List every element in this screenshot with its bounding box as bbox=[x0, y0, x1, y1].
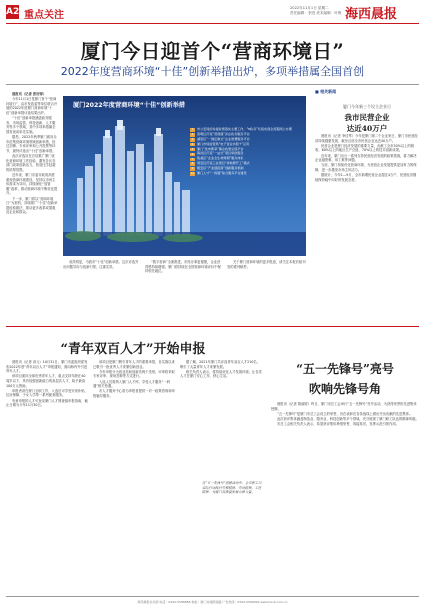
paragraph: 相关负责人表示，将持续优化人才发展环境，让各类人才在厦门安心工作、舒心生活。 bbox=[180, 369, 262, 379]
paragraph: 市人才服务中心将为申报者提供一对一政策咨询和申报辅导服务。 bbox=[93, 389, 175, 398]
bottom-right-article bbox=[271, 402, 419, 592]
paragraph: 该项目是厦门吸引青年人才的重要举措，自实施以来已吸引一批优秀人才来厦创新创业。 bbox=[93, 360, 175, 369]
paragraph: 晨报讯（记者 陈丽婷）昨日，厦门市总工会举行“五一先锋号”亮号活动，为获得荣誉的先进集体授牌。 bbox=[271, 402, 417, 411]
paragraph: 该项目面向全球优秀青年人才，重点支持年龄在40周岁以下、具有较强创新能力的高层次人才，给予最高100万元资助。 bbox=[6, 374, 86, 388]
headline-rule bbox=[6, 84, 419, 85]
bottom-right-headline-1: “五一先锋号”亮号 bbox=[296, 362, 394, 376]
paragraph: 今年11月1日是厦门首个“营商环境日”，由市发改委等单位联合开展的2022年度厦门营商环境“十佳”创新举措评选结果出炉。 bbox=[6, 97, 58, 115]
article-column-3 bbox=[145, 260, 223, 320]
paragraph: 晨报讯（记者 李佳琴）今年是厦门第二个企业家日，厦门市民营经济持续健康发展，截至目前全市民营企业达近40万户。 bbox=[315, 134, 418, 143]
main-headline: 厦门今日迎首个“营商环境日” bbox=[80, 40, 345, 63]
list-item: 5 厦门“免申即享”惠企政策兑现平台 bbox=[191, 146, 244, 151]
page-footer: 海西晨报社出版 电话：0592-5588888 地址：厦门市湖滨南路 广告热线：0592-5589999 www.hxcb.com.cn bbox=[137, 600, 288, 604]
measures-list bbox=[190, 128, 303, 177]
sidebar-kicker: 厦门今年新三个设立企业日 bbox=[343, 104, 391, 109]
paragraph: 当前，厦门持续优化营商环境，为民营企业发展提供更加有力的保障，进一步激发市场主体活力。 bbox=[315, 163, 417, 172]
list-item: 6 海沧区打造“一站式”项目审批服务 bbox=[191, 151, 244, 156]
newspaper-logo: 海西晨报 bbox=[345, 7, 398, 22]
page-number: A2 bbox=[6, 7, 20, 17]
paragraph: 下一步，厦门将以“营商环境日”为契机，持续推广“十佳”创新举措经验做法，推动更多改革成果惠及企业和群众。 bbox=[6, 196, 58, 215]
paragraph: 成效明显，为我市“十佳”创新举措。这次评选突出问题导向与创新引领，注重实效。 bbox=[63, 260, 139, 269]
paragraph: 晨报讯（记者 高元）10月31日，厦门市委组织部发布2022年度“青年双百人才”申报通知，面向海内外引进青年人才。 bbox=[6, 360, 88, 374]
list-item: 2 思明区打造“营商通”涉企政务服务平台 bbox=[191, 131, 250, 137]
article-column-1 bbox=[6, 92, 58, 320]
date-line bbox=[290, 6, 341, 15]
paragraph: 关于厦门营商环境的更多报道，请关注本报后续刊发的系列稿件。 bbox=[227, 260, 306, 269]
paragraph: “十佳”创新举措涵盖政务服务、市场监管、科技创新、人才服务等多个领域，其中多项举措属全国首创或率先实施。 bbox=[6, 116, 56, 134]
pull-quote: 在“五一先锋号”创建活动中，全市职工以实际行动践行劳模精神、劳动精神、工匠精神，为厦门高质量发展贡献力量。 bbox=[202, 481, 262, 495]
list-item: 10 厦门人才“一码通”综合服务平台建设 bbox=[190, 171, 247, 176]
bottom-left-headline: “青年双百人才”开始申报 bbox=[60, 342, 206, 357]
paragraph: “数字营商”全面推进，市民办事更便捷，企业获得感持续增强。厦门将持续在全国营商环境评价中保持领先地位。 bbox=[145, 260, 221, 274]
paragraph: 近年来，厦门出台一系列支持民营经济发展的政策措施，着力解决企业融资难、用工难等问题。 bbox=[315, 153, 417, 163]
byline: 晨报讯（记者 张好婷） bbox=[12, 92, 47, 96]
paragraph: 此次评选旨在总结推广厦门优化营商环境工作经验，激发各区各部门改革创新活力，营造比学赶超的浓厚氛围。 bbox=[6, 154, 56, 172]
list-item: 3 湖里区“一键定制式”企业智慧服务平台 bbox=[191, 136, 250, 141]
header-rule bbox=[6, 23, 419, 24]
paragraph: 市总工会相关负责人表示，希望获评集体珍惜荣誉、再接再厉，发挥示范引领作用。 bbox=[277, 422, 399, 427]
sidebar-title-line-2: 达近40万户 bbox=[346, 124, 388, 133]
list-item: 7 集美区“企业全生命周期”服务体系 bbox=[191, 156, 244, 161]
related-news-tag: ■ 相关新闻 bbox=[315, 89, 337, 94]
list-item: 4 厦门市场监管局“电子营业执照+”应用 bbox=[191, 141, 250, 146]
paragraph: “五一先锋号”是厦门市总工会设立的荣誉，旨在表彰在各条战线上做出突出贡献的先进集体。 bbox=[277, 411, 413, 416]
paragraph: 有意申报的人才可登录厦门人才网查阅申报指南，截止日期为今年11月30日。 bbox=[6, 398, 88, 408]
bottom-left-column-1 bbox=[6, 360, 88, 590]
paragraph: 据悉，2022年秋季厦门面向全市征集营商环境领域创新举措，经过初筛、专家评审和公开投票等环节，最终评选出“十佳”创新举措。 bbox=[6, 135, 57, 153]
sidebar-headline bbox=[315, 104, 419, 134]
paragraph: 民营企业是厦门经济发展的重要力量，贡献了全市50%以上的税收、60%以上的地区生产总值、70%以上的技术创新成果。 bbox=[315, 143, 415, 153]
editor-text: 责任编辑：李进 美术编辑：叶维 bbox=[290, 10, 342, 15]
sidebar-title-line-1: 我市民营企业 bbox=[344, 113, 390, 122]
sidebar-article bbox=[315, 134, 419, 320]
date-text: 2022年11月1日 星期二 bbox=[290, 6, 329, 10]
bottom-left-column-2 bbox=[93, 360, 175, 590]
paragraph: 今年申报分为创业类和创新类两个类别，评审将采取专家评审、现场答辩等方式进行。 bbox=[93, 369, 175, 379]
paragraph: 据了解，2021年厦门共评选青年双百人才210名，吸引了大量青年人才来厦发展。 bbox=[180, 360, 261, 369]
paragraph: 据统计，今年1—9月，全市新增民营企业超过4万户，民营经济继续保持稳中向好的发展态势。 bbox=[315, 173, 417, 182]
section-title: 重点关注 bbox=[24, 10, 64, 21]
panel-title: 厦门2022年度营商环境“十佳”创新举措 bbox=[73, 102, 185, 109]
list-item: 1 市公安局的对接政策落实主要工作，“e政务”系统实现全流程网上办理 bbox=[191, 127, 292, 132]
bottom-right-headline-2: 吹响先锋号角 bbox=[308, 382, 381, 396]
paragraph: 近年来，厦门市委市政府高度重视营商环境建设，坚持以市场主体需求为导向，持续深化“放管服”改革，推动营商环境不断优化提升。 bbox=[6, 173, 58, 196]
paragraph: 申报者须在厦门全职工作，入选后可享受安家补贴、住房保障、子女入学等一系列配套服务。 bbox=[6, 388, 88, 398]
article-column-4 bbox=[227, 260, 306, 320]
main-subhead: 2022年度营商环境“十佳”创新举措出炉，多项举措属全国首创 bbox=[60, 65, 365, 78]
article-column-2 bbox=[63, 260, 141, 320]
footer-rule bbox=[6, 596, 419, 597]
paragraph: 入选人员将纳入厦门人才库，享受人才服务“一码通”相关待遇。 bbox=[93, 379, 170, 389]
bottom-left-column-3 bbox=[180, 360, 262, 478]
list-item: 9 翔安区“产业链招商”创新服务机制 bbox=[191, 166, 244, 171]
section-separator bbox=[6, 326, 419, 327]
feature-photo-panel bbox=[63, 96, 306, 256]
list-item: 8 同安区打造工业项目“拿地即开工”模式 bbox=[191, 161, 250, 166]
paragraph: 此次获评集体涵盖制造业、服务业、科技创新等多个领域，充分展现了厦门职工队伍的精神风貌。 bbox=[277, 416, 419, 421]
